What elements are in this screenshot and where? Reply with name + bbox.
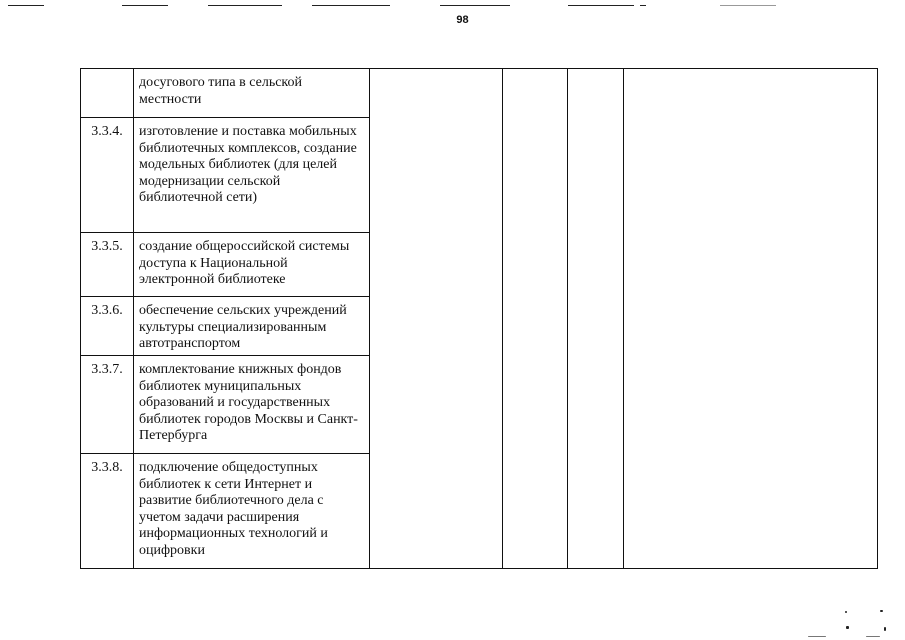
header-rule-8 [720, 5, 776, 6]
row-number: 3.3.8. [81, 454, 134, 569]
row-description: изготовление и поставка мобильных библиотечных комплексов, создание модельных библиотек (для целей модернизации сельской библиотечной сети) [134, 118, 370, 233]
table-row [81, 69, 878, 118]
empty-cell [503, 69, 568, 569]
row-number: 3.3.6. [81, 297, 134, 356]
scan-speck [866, 636, 880, 637]
row-description: комплектование книжных фондов библиотек муниципальных образований и государственных библиотек городов Москвы и Санкт-Петербурга [134, 356, 370, 454]
empty-cell [370, 69, 503, 569]
row-description: подключение общедоступных библиотек к сети Интернет и развитие библиотечного дела с учетом задачи расширения информационных технологий и оцифровки [134, 454, 370, 569]
header-rule-5 [440, 5, 510, 6]
page-number: 98 [456, 14, 469, 26]
header-rule-4 [312, 5, 390, 6]
header-rule-6 [568, 5, 634, 6]
header-rule-2 [122, 5, 168, 6]
scan-speck [845, 611, 847, 613]
scan-speck [846, 626, 849, 629]
scan-speck [884, 627, 886, 631]
row-description: досугового типа в сельской местности [134, 69, 370, 118]
empty-cell [568, 69, 624, 569]
scan-speck [880, 610, 883, 612]
row-number [81, 69, 134, 118]
row-description: создание общероссийской системы доступа к Национальной электронной библиотеке [134, 233, 370, 297]
header-rule-7 [640, 5, 646, 6]
row-number: 3.3.4. [81, 118, 134, 233]
program-measures-table [80, 68, 878, 569]
row-number: 3.3.7. [81, 356, 134, 454]
header-rule-3 [208, 5, 282, 6]
row-number: 3.3.5. [81, 233, 134, 297]
empty-cell [624, 69, 878, 569]
header-rule-1 [8, 5, 44, 6]
row-description: обеспечение сельских учреждений культуры специализированным автотранспортом [134, 297, 370, 356]
scan-speck [808, 636, 826, 637]
